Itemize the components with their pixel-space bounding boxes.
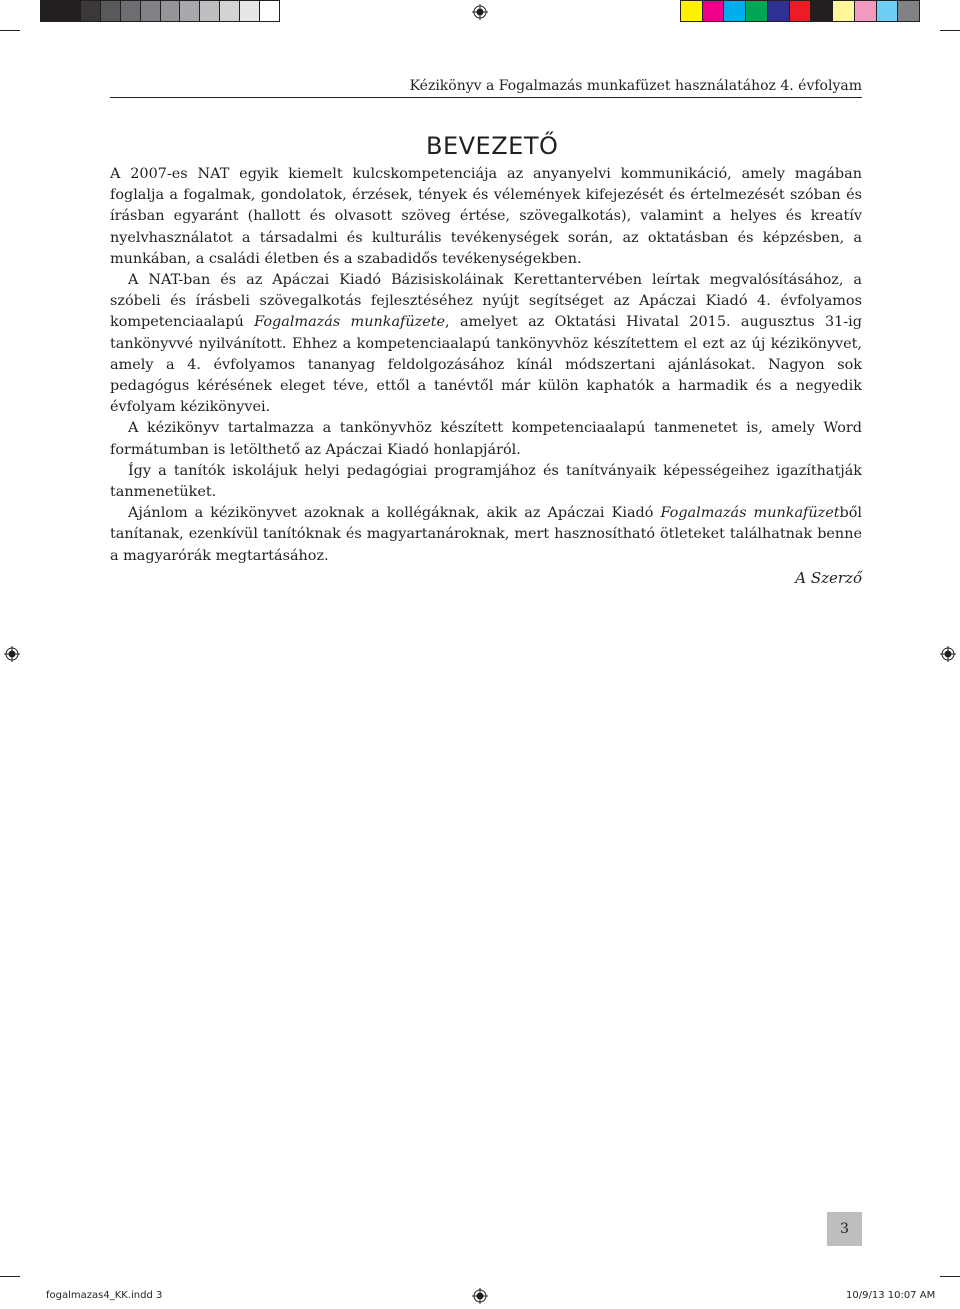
gray-swatch-5 — [121, 1, 141, 21]
cmyk-color-bar — [680, 0, 920, 22]
color-swatch-10 — [877, 1, 899, 21]
gray-swatch-4 — [101, 1, 121, 21]
color-swatch-8 — [833, 1, 855, 21]
registration-mark-right-icon — [940, 646, 956, 662]
gray-swatch-6 — [141, 1, 161, 21]
slug-filename: fogalmazas4_KK.indd 3 — [46, 1290, 163, 1301]
paragraph-5-book-title: Fogalmazás munkafüzet — [660, 505, 840, 522]
color-swatch-7 — [811, 1, 833, 21]
color-swatch-2 — [703, 1, 725, 21]
gray-swatch-2 — [61, 1, 81, 21]
crop-mark-bottom-right — [940, 1276, 960, 1277]
gray-swatch-12 — [260, 1, 279, 21]
gray-swatch-11 — [240, 1, 260, 21]
paragraph-1: A 2007-es NAT egyik kiemelt kulcskompetenciája az anyanyelvi kommunikáció, amely magában foglalja a fogalmak, gondolatok, érzések, tények és vélemények kifejezését és értelmezését szóban és írásban egyaránt (hallott és olvasott szöveg értése, szövegalkotás), valamint a helyes és kreatív nyelvhasználatot a társadalmi és kulturális tevékenységek során, az oktatásban és képzésben, a munkában, a családi életben és a szabadidős tevékenységekben. — [110, 166, 862, 267]
color-swatch-4 — [746, 1, 768, 21]
registration-mark-top-icon — [472, 4, 488, 20]
color-swatch-6 — [790, 1, 812, 21]
paragraph-5-text-b: ből tanítanak, ezenkívül tanítóknak és magyartanároknak, mert hasznosítható ötleteket találhatnak benne a magyarórák megtartásához. — [110, 505, 862, 564]
color-swatch-5 — [768, 1, 790, 21]
paragraph-5 — [110, 503, 862, 567]
crop-mark-top-right — [940, 30, 960, 31]
gray-swatch-7 — [161, 1, 181, 21]
body-text — [110, 164, 862, 567]
paragraph-4: Így a tanítók iskolájuk helyi pedagógiai programjához és tanítványaik képességeihez igazíthatják tanmenetüket. — [110, 462, 862, 501]
page-number: 3 — [840, 1221, 849, 1237]
color-swatch-11 — [898, 1, 919, 21]
gray-swatch-9 — [200, 1, 220, 21]
paragraph-2-text-b: , amelyet az Oktatási Hivatal 2015. augusztus 31-ig tankönyvvé nyilvánított. Ehhez a kompetenciaalapú tankönyvhöz készítettem el ezt az új kézikönyvet, amely a 4. évfolyamos tananyag feldolgozásához kínál módszertani ajánlásokat. Nagyon sok pedagógus kérésének eleget téve, ettől a tanévtől már külön kaphatók a harmadik és a negyedik évfolyam kézikönyvei. — [110, 314, 862, 416]
paragraph-3: A kézikönyv tartalmazza a tankönyvhöz készített kompetenciaalapú tanmenetet is, amely Word formátumban is letölthető az Apáczai Kiadó honlapjáról. — [110, 420, 862, 458]
gray-swatch-10 — [220, 1, 240, 21]
grayscale-color-bar — [40, 0, 280, 22]
crop-mark-bottom-left — [0, 1276, 20, 1277]
slug-datetime: 10/9/13 10:07 AM — [846, 1290, 936, 1301]
paragraph-5-text-a: Ajánlom a kézikönyvet azoknak a kollégáknak, akik az Apáczai Kiadó — [128, 505, 661, 522]
color-swatch-3 — [724, 1, 746, 21]
registration-mark-bottom-icon — [472, 1288, 488, 1304]
registration-mark-left-icon — [4, 646, 20, 662]
gray-swatch-1 — [41, 1, 61, 21]
author-signature: A Szerző — [795, 569, 862, 587]
gray-swatch-3 — [81, 1, 101, 21]
crop-mark-top-left — [0, 30, 20, 31]
page-title: BEVEZETŐ — [426, 132, 559, 161]
running-head: Kézikönyv a Fogalmazás munkafüzet használatához 4. évfolyam — [409, 78, 862, 94]
gray-swatch-8 — [180, 1, 200, 21]
color-swatch-1 — [681, 1, 703, 21]
color-swatch-9 — [855, 1, 877, 21]
paragraph-2-book-title: Fogalmazás munkafüzete — [254, 314, 446, 331]
page-number-box — [827, 1212, 862, 1246]
paragraph-2 — [110, 270, 862, 418]
header-rule — [110, 97, 862, 98]
paragraph-2-text-a: A NAT-ban és az Apáczai Kiadó Bázisiskoláinak Kerettantervében leírtak megvalósításához, a szóbeli és írásbeli szövegalkotás fejlesztéséhez nyújt segítséget az Apáczai Kiadó 4. évfolyamos kompetenciaalapú — [110, 272, 862, 331]
